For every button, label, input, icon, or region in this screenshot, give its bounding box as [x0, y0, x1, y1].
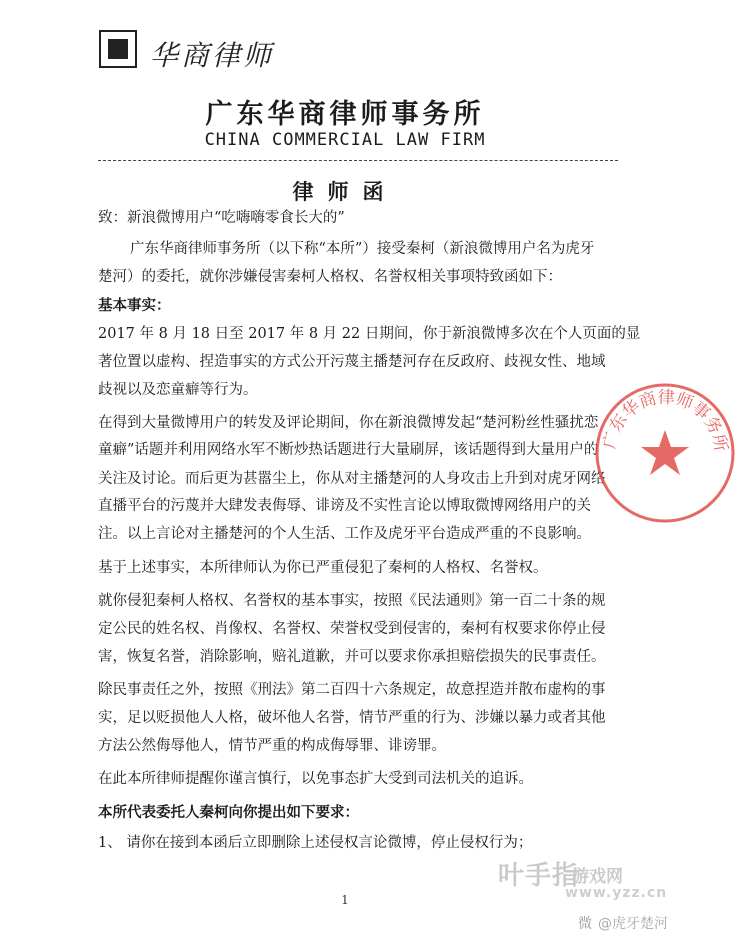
body-line: 1、 请你在接到本函后立即删除上述侵权言论微博，停止侵权行为；: [98, 835, 533, 851]
page-number: 1: [341, 893, 349, 907]
firm-name-cn: 广东华商律师事务所: [205, 99, 485, 130]
weibo-logo-icon: 微: [578, 916, 592, 932]
body-line: 方法公然侮辱他人，情节严重的构成侮辱罪、诽谤罪。: [98, 738, 446, 754]
watermark-url: www.yzz.cn: [565, 885, 668, 901]
logo-text: 华商律师: [150, 39, 275, 72]
body-line: 除民事责任之外，按照《刑法》第二百四十六条规定，故意捏造并散布虚构的事: [98, 682, 606, 698]
body-line: 注。以上言论对主播楚河的个人生活、工作及虎牙平台造成严重的不良影响。: [98, 526, 591, 542]
salutation: 致：新浪微博用户“吃嗨嗨零食长大的”: [98, 210, 345, 226]
body-line: 在此本所律师提醒你谨言慎行，以免事态扩大受到司法机关的追诉。: [98, 771, 533, 787]
body-line: 歧视以及恋童癖等行为。: [98, 382, 258, 398]
body-line: 广东华商律师事务所（以下称“本所”）接受秦柯（新浪微博用户名为虎牙: [130, 241, 595, 257]
body-line: 童癖”话题并利用网络水军不断炒热话题进行大量刷屏，该话题得到大量用户的: [98, 442, 599, 458]
watermark-weibo-user: @虎牙楚河: [598, 916, 668, 932]
header-divider: [98, 160, 618, 161]
body-line: 实，足以贬损他人人格，破坏他人名誉，情节严重的行为、涉嫌以暴力或者其他: [98, 710, 606, 726]
body-line: 直播平台的污蔑并大肆发表侮辱、诽谤及不实性言论以博取微博网络用户的关: [98, 498, 591, 514]
watermark-site-name: 叶手指: [498, 861, 580, 891]
body-line: 基于上述事实，本所律师认为你已严重侵犯了秦柯的人格权、名誉权。: [98, 560, 548, 576]
section-heading: 基本事实：: [98, 297, 171, 314]
body-line: 就你侵犯秦柯人格权、名誉权的基本事实，按照《民法通则》第一百二十条的规: [98, 593, 606, 609]
body-line: 著位置以虚构、捏造事实的方式公开污蔑主播楚河存在反政府、歧视女性、地域: [98, 354, 606, 370]
body-line: 2017 年 8 月 18 日至 2017 年 8 月 22 日期间，你于新浪微博多次在个人页面的显: [98, 326, 641, 342]
body-line: 关注及讨论。而后更为甚嚣尘上，你从对主播楚河的人身攻击上升到对虎牙网络: [98, 471, 606, 487]
firm-logo-icon: [99, 30, 137, 68]
document-title: 律师函: [292, 179, 398, 204]
body-line: 定公民的姓名权、肖像权、名誉权、荣誉权受到侵害的，秦柯有权要求你停止侵: [98, 621, 606, 637]
firm-name-en: CHINA COMMERCIAL LAW FIRM: [204, 130, 486, 150]
body-line: 害，恢复名誉，消除影响，赔礼道歉，并可以要求你承担赔偿损失的民事责任。: [98, 649, 606, 665]
svg-text:广东华商律师事务所: 广东华商律师事务所: [599, 387, 731, 454]
watermark-site-sub: 游戏网: [572, 867, 623, 887]
section-heading: 本所代表委托人秦柯向你提出如下要求：: [98, 804, 359, 821]
body-line: 楚河）的委托，就你涉嫌侵害秦柯人格权、名誉权相关事项特致函如下：: [98, 269, 562, 285]
body-line: 在得到大量微博用户的转发及评论期间，你在新浪微博发起“楚河粉丝性骚扰恋: [98, 415, 599, 431]
